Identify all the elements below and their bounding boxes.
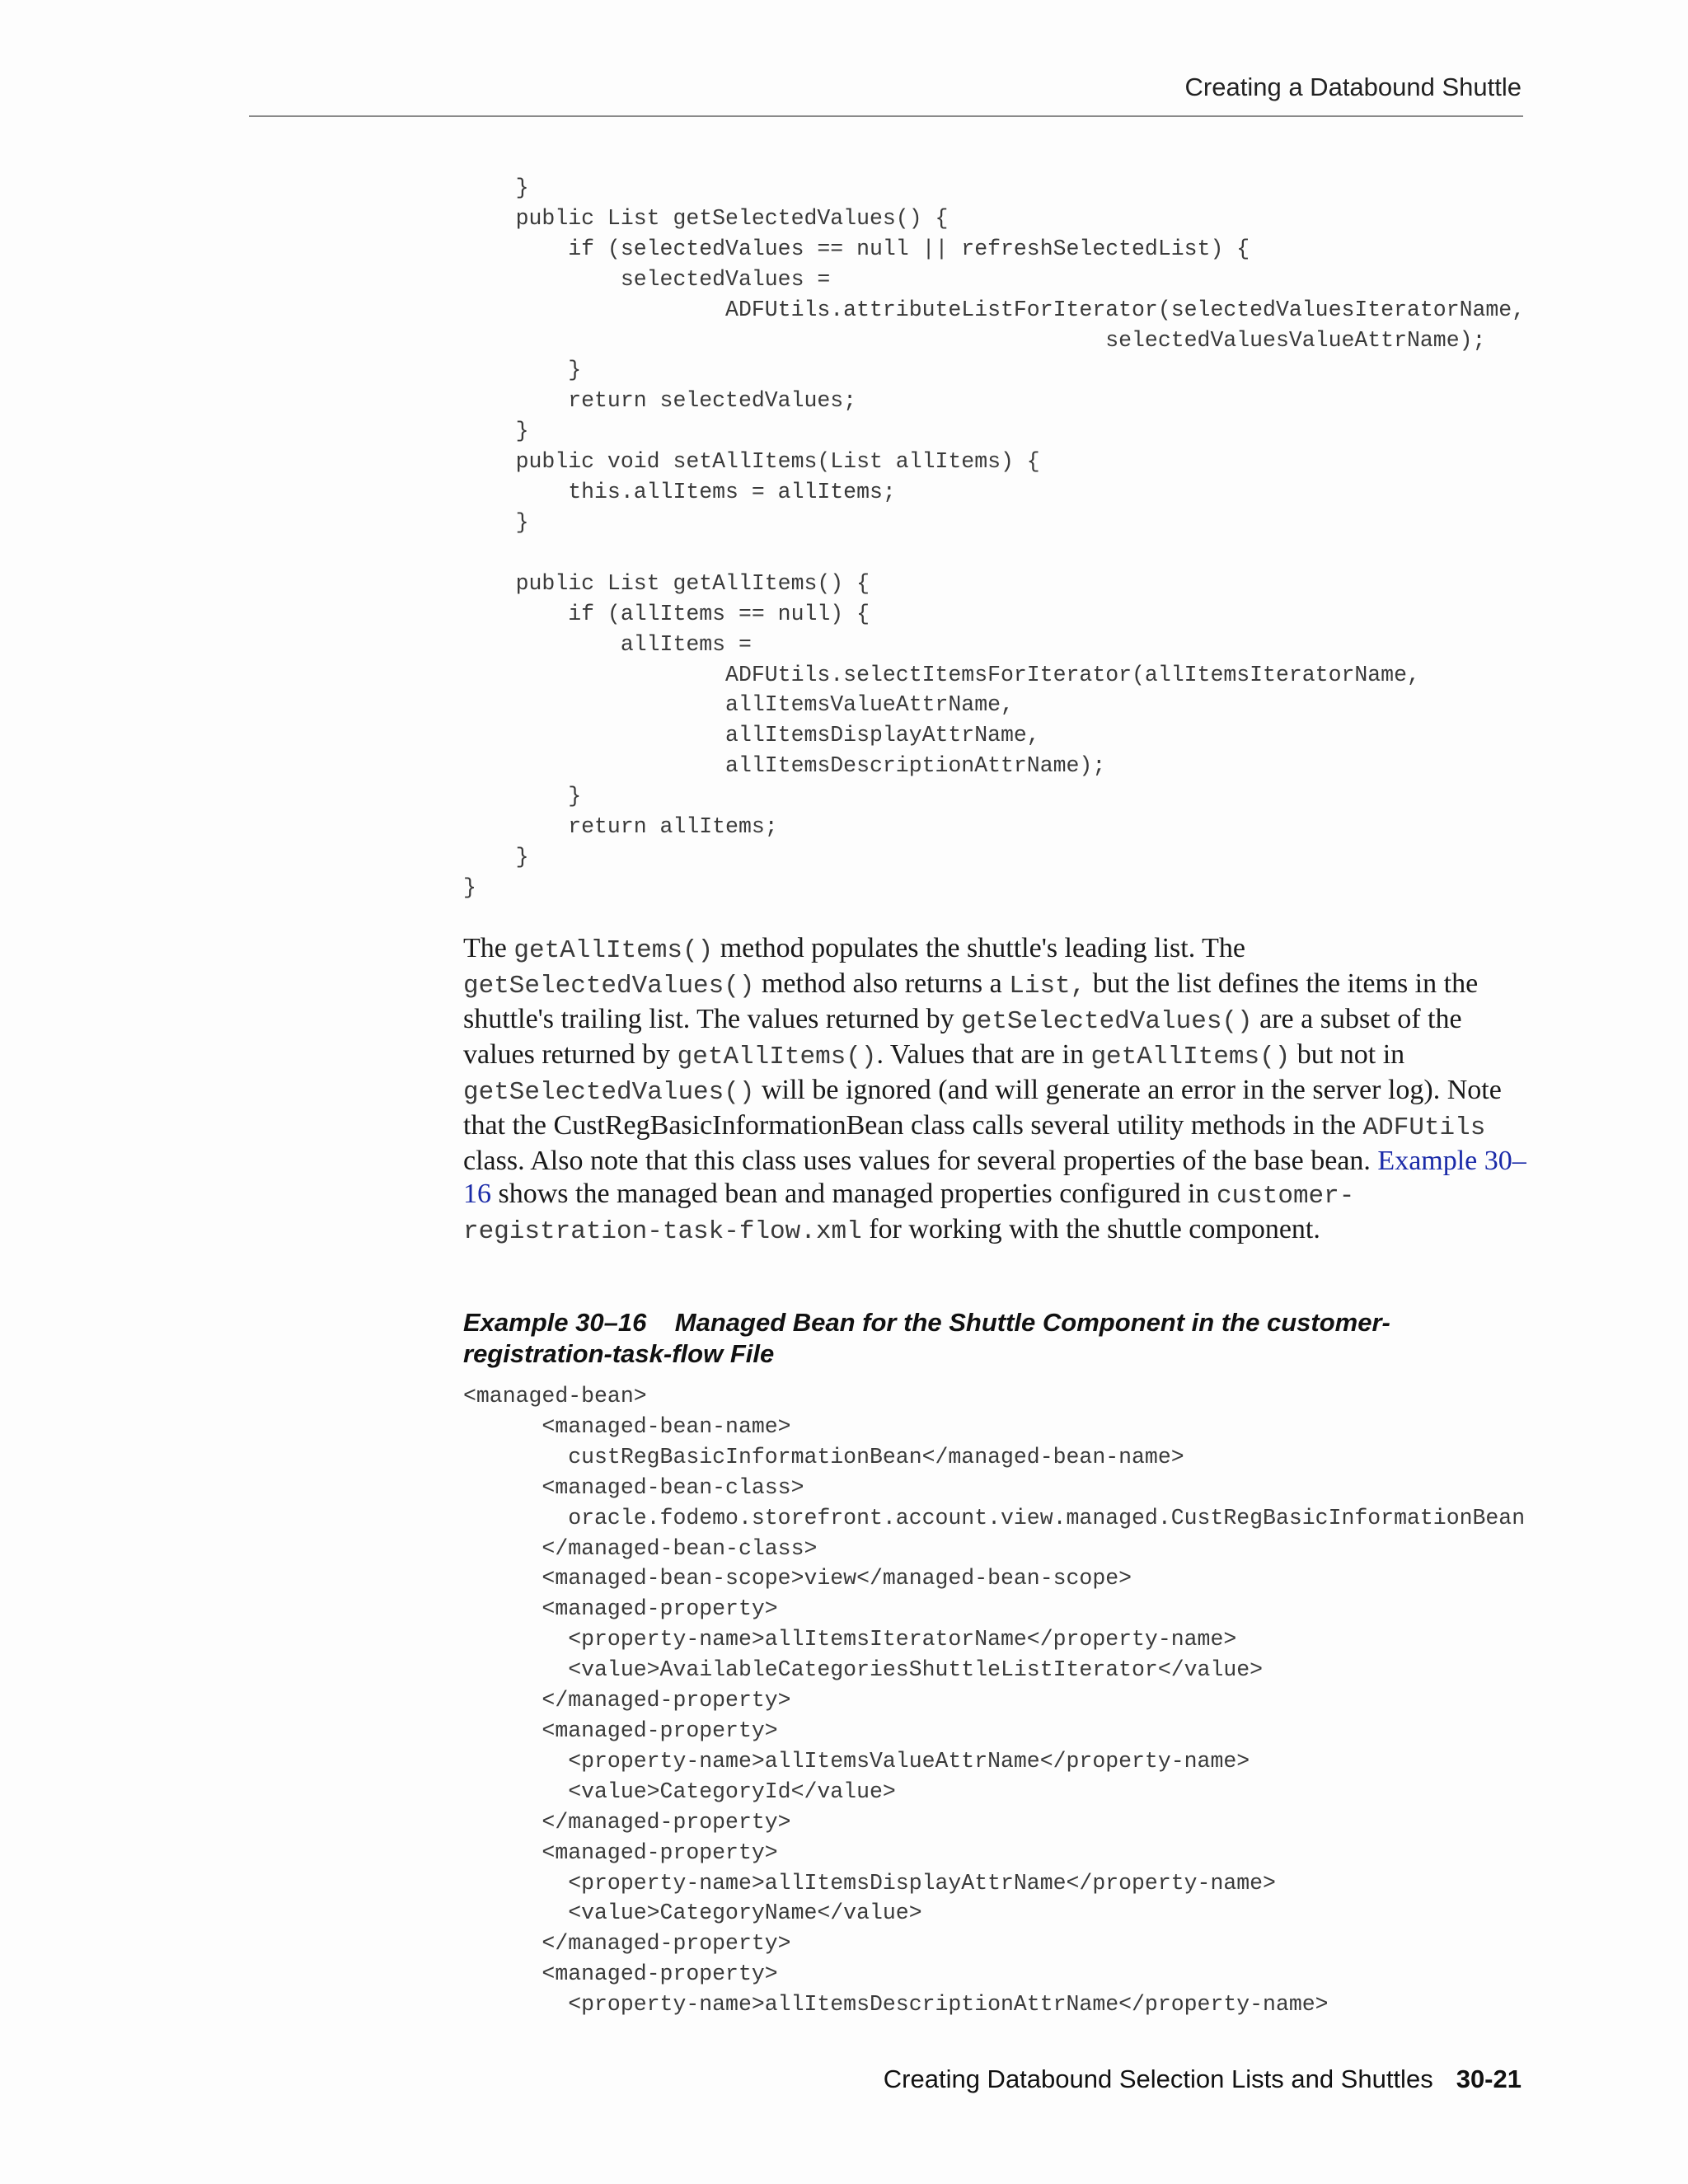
running-header: Creating a Databound Shuttle xyxy=(1184,73,1522,101)
code-inline-list: List, xyxy=(1009,972,1086,1001)
text-run: . Values that are in xyxy=(876,1039,1091,1070)
text-run: class. Also note that this class uses values for several properties of the base bean. xyxy=(463,1146,1378,1176)
xml-code-block: <managed-bean> <managed-bean-name> custRegBasicInformationBean</managed-bean-name> <managed-bean-class> oracle.fodemo.storefront.account.view.managed.CustRegBasicInformationBean </managed-bean-class> <managed-bean-scope>view</managed-bean-scope> <managed-property> <property-name>allItemsIteratorName</property-name> <value>AvailableCategoriesShuttleListIterator</value> </managed-property> <managed-property> <property-name>allItemsValueAttrName</property-name> <value>CategoryId</value> </managed-property> <managed-property> <property-name>allItemsDisplayAttrName</property-name> <value>CategoryName</value> </managed-property> <managed-property> <property-name>allItemsDescriptionAttrName</property-name> xyxy=(463,1384,1526,2018)
example-cross-reference-link[interactable]: Example 30–16 xyxy=(463,1146,1526,1209)
text-run: The xyxy=(463,933,514,963)
text-run: method also returns a xyxy=(754,968,1010,999)
example-title: Managed Bean for the Shuttle Component in the customer-registration-task-flow File xyxy=(463,1308,1390,1368)
code-inline-getselectedvalues: getSelectedValues() xyxy=(463,972,755,1001)
header-divider xyxy=(249,115,1523,117)
text-run: will be ignored (and will generate an error in the server log). Note that the CustRegBasicInformationBean class calls several utility methods in the xyxy=(463,1075,1502,1141)
body-paragraph xyxy=(463,932,1535,1249)
code-inline-getselectedvalues: getSelectedValues() xyxy=(961,1007,1253,1036)
code-inline-getallitems: getAllItems() xyxy=(1090,1043,1291,1071)
code-inline-filename: customer-registration-task-flow.xml xyxy=(463,1182,1355,1246)
text-run: for working with the shuttle component. xyxy=(861,1214,1320,1244)
code-inline-getallitems: getAllItems() xyxy=(677,1043,877,1071)
text-run: but the list defines the items in the shuttle's trailing list. The values returned by xyxy=(463,968,1479,1034)
caption-gap xyxy=(646,1308,674,1337)
code-inline-getselectedvalues: getSelectedValues() xyxy=(463,1078,755,1107)
example-caption xyxy=(463,1307,1452,1370)
java-code-block: } public List getSelectedValues() { if (selectedValues == null || refreshSelectedList) { selectedValues = ADFUtils.attributeListForIterator(selectedValuesIteratorName, selectedValuesValueAttrName); } return selectedValues; } public void setAllItems(List allItems) { this.allItems = allItems; } public List getAllItems() { if (allItems == null) { allItems = ADFUtils.selectItemsForIterator(allItemsIteratorName, allItemsValueAttrName, allItemsDisplayAttrName, allItemsDescriptionAttrName); } return allItems; } } xyxy=(463,176,1526,900)
footer-chapter-title: Creating Databound Selection Lists and Shuttles xyxy=(883,2064,1433,2093)
text-run: shows the managed bean and managed properties configured in xyxy=(491,1179,1217,1209)
code-inline-adfutils: ADFUtils xyxy=(1362,1113,1486,1142)
text-run: but not in xyxy=(1290,1039,1405,1070)
text-run: are a subset of the values returned by xyxy=(463,1004,1462,1070)
text-run: method populates the shuttle's leading list. The xyxy=(713,933,1245,963)
example-number: Example 30–16 xyxy=(463,1308,647,1337)
page-footer xyxy=(884,2064,1522,2094)
code-inline-getallitems: getAllItems() xyxy=(513,936,714,965)
page-number: 30-21 xyxy=(1456,2064,1522,2093)
